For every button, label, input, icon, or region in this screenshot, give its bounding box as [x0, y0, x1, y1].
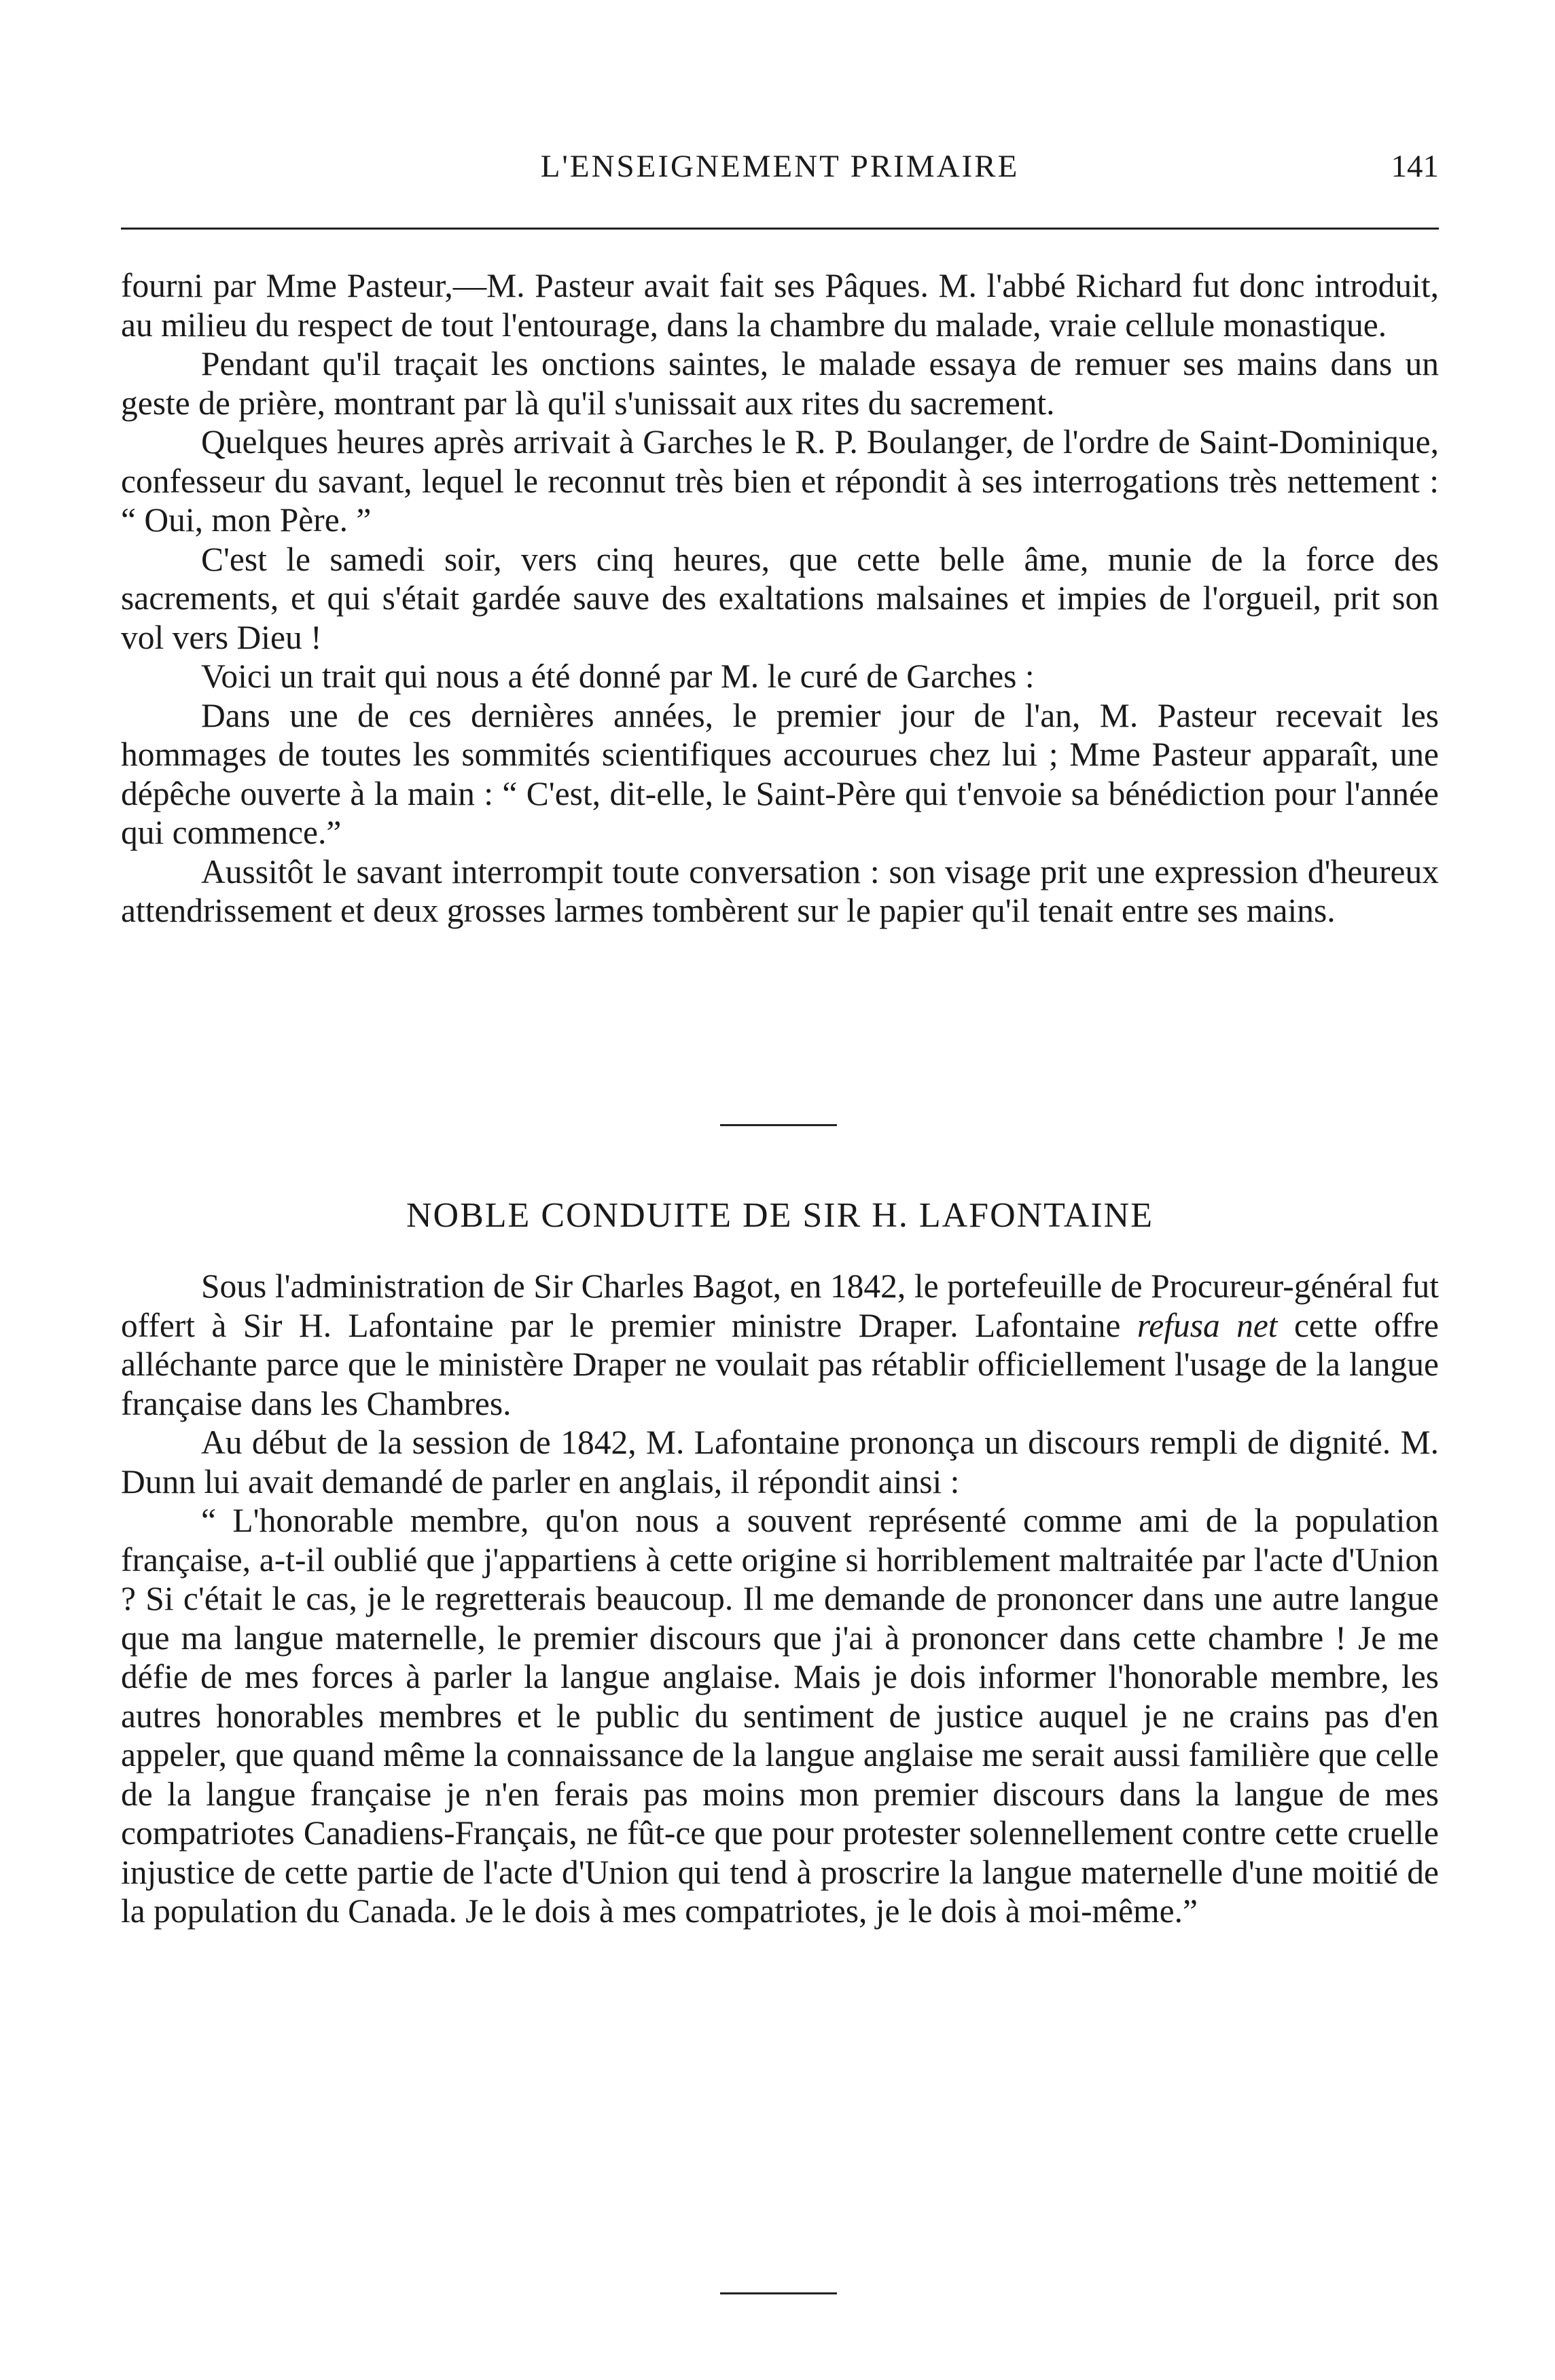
text-run: Sous l'administration de Sir Charles Bagot, en 1842, le portefeuille de Procureur-général fut offert à Sir H. Lafontaine par le premier ministre Draper. Lafontaine	[121, 1267, 1439, 1344]
paragraph: Pendant qu'il traçait les onctions saintes, le malade essaya de remuer ses mains dans un geste de prière, montrant par là qu'il s'unissait aux rites du sacrement.	[121, 345, 1439, 422]
text-run: cette offre alléchante parce que le ministère Draper ne voulait pas rétablir officiellement l'usage de la langue française dans les Chambres.	[121, 1306, 1440, 1422]
end-separator	[720, 2292, 837, 2294]
paragraph: C'est le samedi soir, vers cinq heures, que cette belle âme, munie de la force des sacrements, et qui s'était gardée sauve des exaltations malsaines et impies de l'orgueil, prit son vol vers Dieu !	[121, 540, 1439, 656]
italic-text: refusa net	[1137, 1306, 1278, 1344]
paragraph: Dans une de ces dernières années, le premier jour de l'an, M. Pasteur recevait les hommages de toutes les sommités scientifiques accourues chez lui ; Mme Pasteur apparaît, une dépêche ouverte à la main : “ C'est, dit-elle, le Saint-Père qui t'envoie sa bénédiction pour l'année qui commence.”	[121, 696, 1439, 851]
header-rule	[121, 228, 1439, 230]
section-separator	[720, 1124, 837, 1126]
paragraph: fourni par Mme Pasteur,—M. Pasteur avait fait ses Pâques. M. l'abbé Richard fut donc introduit, au milieu du respect de tout l'entourage, dans la chambre du malade, vraie cellule monastique.	[121, 267, 1439, 344]
running-head	[121, 143, 1439, 190]
quoted-speech: “ L'honorable membre, qu'on nous a souvent représenté comme ami de la population française, a-t-il oublié que j'appartiens à cette origine si horriblement maltraitée par l'acte d'Union ? Si c'était le cas, je le regretterais beaucoup. Il me demande de prononcer dans une autre langue que ma langue maternelle, le premier discours que j'ai à prononcer dans cette chambre ! Je me défie de mes forces à parler la langue anglaise. Mais je dois informer l'honorable membre, les autres honorables membres et le public du sentiment de justice auquel je ne crains pas d'en appeler, que quand même la connaissance de la langue anglaise me serait aussi familière que celle de la langue française je n'en ferais pas moins mon premier discours dans la langue de mes compatriotes Canadiens-Français, ne fût-ce que pour protester solennellement contre cette cruelle injustice de cette partie de l'acte d'Union qui tend à proscrire la langue maternelle d'une moitié de la population du Canada. Je le dois à mes compatriotes, je le dois à moi-même.”	[121, 1502, 1439, 1930]
running-title: L'ENSEIGNEMENT PRIMAIRE	[540, 149, 1020, 184]
lafontaine-passage	[121, 1267, 1439, 1931]
paragraph: Voici un trait qui nous a été donné par M. le curé de Garches :	[201, 657, 1035, 695]
paragraph: Aussitôt le savant interrompit toute conversation : son visage prit une expression d'heureux attendrissement et deux grosses larmes tombèrent sur le papier qu'il tenait entre ses mains.	[121, 852, 1439, 929]
paragraph: Au début de la session de 1842, M. Lafontaine prononça un discours rempli de dignité. M. Dunn lui avait demandé de parler en anglais, il répondit ainsi :	[121, 1424, 1439, 1500]
pasteur-passage	[121, 266, 1439, 931]
paragraph	[121, 1267, 1439, 1423]
section-title: NOBLE CONDUITE DE SIR H. LAFONTAINE	[406, 1196, 1154, 1235]
page-number: 141	[1391, 149, 1439, 184]
paragraph: Quelques heures après arrivait à Garches le R. P. Boulanger, de l'ordre de Saint-Dominique, confesseur du savant, lequel le reconnut très bien et répondit à ses interrogations très nettement : “ Oui, mon Père. ”	[121, 423, 1439, 539]
